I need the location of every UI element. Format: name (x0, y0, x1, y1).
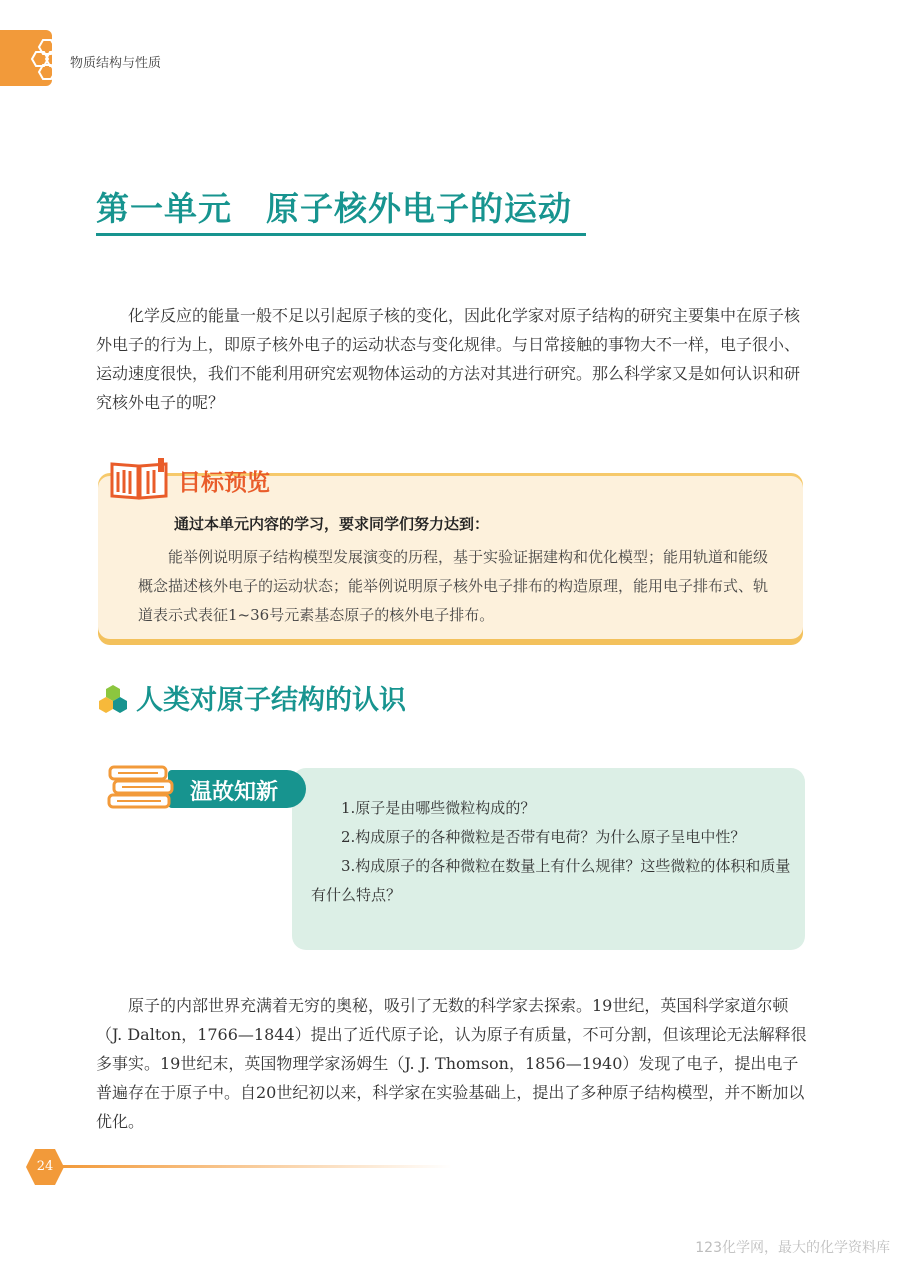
body-paragraph: 原子的内部世界充满着无穷的奥秘，吸引了无数的科学家去探索。19世纪，英国科学家道尔顿（J. Dalton，1766—1844）提出了近代原子论，认为原子有质量，不可分割，但该理论无法解释很多事实。19世纪末，英国物理学家汤姆生（J. J. Thomson，1856—1940）发现了电子，提出电子普遍存在于原子中。自20世纪初以来，科学家在实验基础上，提出了多种原子结构模型，并不断加以优化。 (96, 996, 807, 1131)
footer-line (62, 1165, 452, 1168)
cubes-icon (97, 683, 129, 715)
stacked-books-icon (106, 764, 178, 810)
goals-title: 目标预览 (178, 470, 270, 496)
hexagon-logo-icon (30, 38, 72, 82)
book-title: 物质结构与性质 (70, 56, 162, 71)
open-book-icon (108, 458, 170, 502)
review-question: 3.构成原子的各种微粒在数量上有什么规律？这些微粒的体积和质量有什么特点？ (311, 857, 791, 904)
review-questions (311, 794, 791, 910)
goals-text: 能举例说明原子结构模型发展演变的历程，基于实验证据建构和优化模型；能用轨道和能级概念描述核外电子的运动状态；能举例说明原子核外电子排布的构造原理，能用电子排布式、轨道表示式表征1~36号元素基态原子的核外电子排布。 (138, 548, 769, 624)
unit-title: 第一单元 原子核外电子的运动 (96, 189, 572, 228)
review-question: 2.构成原子的各种微粒是否带有电荷？为什么原子呈电中性？ (341, 828, 746, 846)
review-label: 温故知新 (190, 780, 279, 805)
page-number: 24 (36, 1159, 54, 1174)
review-question: 1.原子是由哪些微粒构成的？ (341, 799, 536, 817)
watermark: 123化学网，最大的化学资料库 (695, 1240, 890, 1256)
goals-intro: 通过本单元内容的学习，要求同学们努力达到： (174, 515, 490, 533)
intro-paragraph: 化学反应的能量一般不足以引起原子核的变化，因此化学家对原子结构的研究主要集中在原子核外电子的行为上，即原子核外电子的运动状态与变化规律。与日常接触的事物大不一样，电子很小、运动速度很快，我们不能利用研究宏观物体运动的方法对其进行研究。那么科学家又是如何认识和研究核外电子的呢？ (96, 306, 801, 412)
section-title: 人类对原子结构的认识 (136, 685, 406, 716)
title-underline (96, 233, 586, 236)
